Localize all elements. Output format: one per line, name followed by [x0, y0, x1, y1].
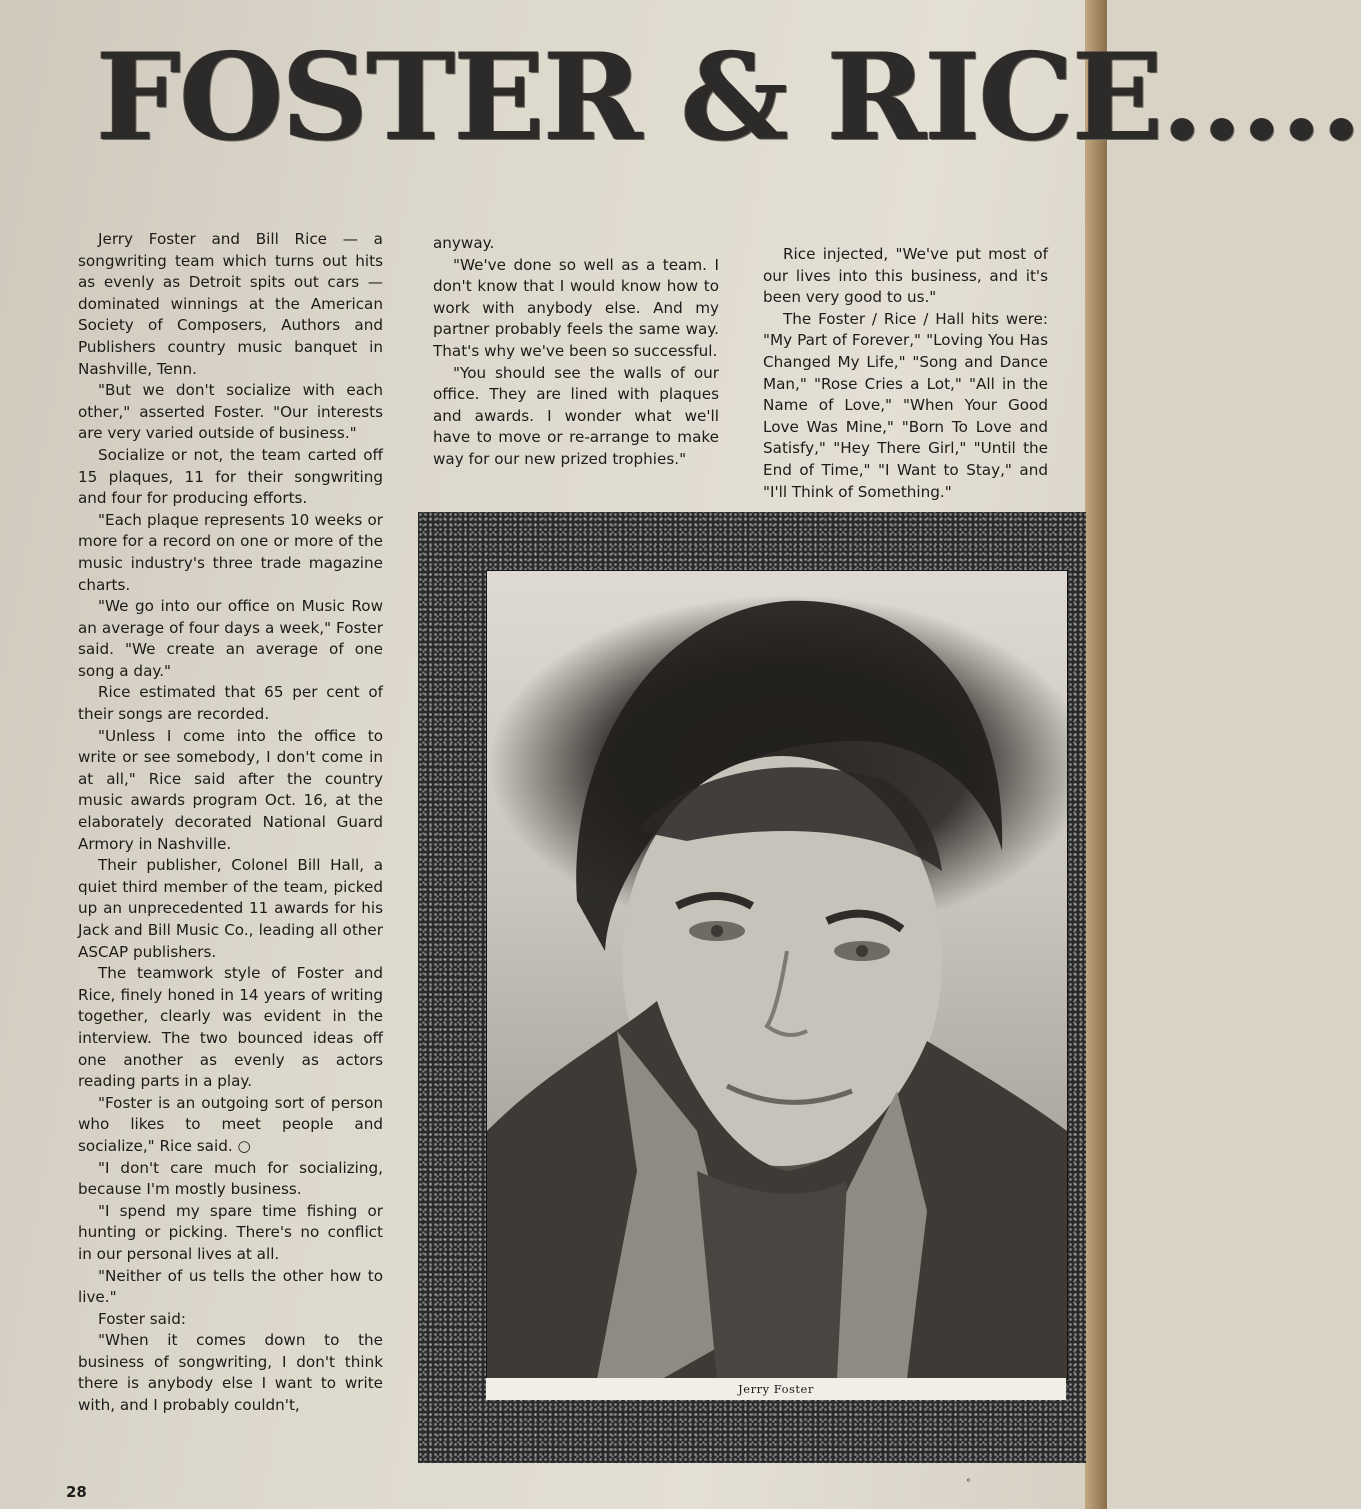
article-column-1 [78, 229, 383, 1417]
paragraph: "Neither of us tells the other how to live." [78, 1266, 383, 1307]
paragraph: "Foster is an outgoing sort of person who likes to meet people and socialize," Rice said. ○ [78, 1093, 383, 1155]
page-number: 28 [66, 1483, 87, 1501]
paragraph: Rice injected, "We've put most of our lives into this business, and it's been very good to us." [763, 245, 1048, 307]
article-column-2 [433, 233, 719, 471]
article-column-3 [763, 244, 1048, 503]
portrait-photo [486, 570, 1068, 1380]
paragraph: "When it comes down to the business of songwriting, I don't think there is anybody else I want to write with, and I probably couldn't, [78, 1331, 383, 1415]
paragraph: The teamwork style of Foster and Rice, finely honed in 14 years of writing together, clearly was evident in the interview. The two bounced ideas off one another as evenly as actors reading parts in a play. [78, 964, 383, 1091]
paragraph: Their publisher, Colonel Bill Hall, a quiet third member of the team, picked up an unprecedented 11 awards for his Jack and Bill Music Co., leading all other ASCAP publishers. [78, 856, 383, 961]
paragraph: "Unless I come into the office to write or see somebody, I don't come in at all," Rice said after the country music awards program Oct. 16, at the elaborately decorated National Guard Armory in Nashville. [78, 726, 383, 853]
paragraph: Socialize or not, the team carted off 15 plaques, 11 for their songwriting and four for producing efforts. [78, 445, 383, 508]
paragraph: "But we don't socialize with each other," asserted Foster. "Our interests are very varied outside of business." [78, 381, 383, 443]
paragraph: Foster said: [98, 1309, 186, 1328]
paragraph: "Each plaque represents 10 weeks or more for a record on one or more of the music industry's three trade magazine charts. [78, 510, 383, 594]
print-mark: ° [966, 1478, 971, 1489]
paragraph: The Foster / Rice / Hall hits were: "My Part of Forever," "Loving You Has Changed My Life," "Song and Dance Man," "Rose Cries a Lot," "All in the Name of Love," "When Your Good Love Was Mine," "Born To Love and Satisfy," "Hey There Girl," "Until the End of Time," "I Want to Stay," and "I'll Think of Something." [763, 309, 1048, 501]
portrait-illustration [487, 571, 1067, 1379]
headline: FOSTER & RICE..... [96, 27, 1361, 168]
paragraph: "I spend my spare time fishing or hunting or picking. There's no conflict in our personal lives at all. [78, 1201, 383, 1263]
paragraph: Jerry Foster and Bill Rice — a songwriting team which turns out hits as evenly as Detroit spits out cars — dominated winnings at the American Society of Composers, Authors and Publishers country music banquet in Nashville, Tenn. [78, 230, 383, 378]
paragraph: "We've done so well as a team. I don't know that I would know how to work with anybody else. And my partner probably feels the same way. That's why we've been so successful. [433, 255, 719, 360]
paragraph: "I don't care much for socializing, because I'm mostly business. [78, 1158, 383, 1199]
page-edge [1085, 0, 1107, 1509]
paragraph: anyway. [433, 234, 495, 252]
paragraph: "We go into our office on Music Row an average of four days a week," Foster said. "We create an average of one song a day." [78, 597, 383, 680]
paragraph: "You should see the walls of our office. They are lined with plaques and awards. I wonder what we'll have to move or re-arrange to make way for our new prized trophies." [433, 363, 719, 468]
photo-caption: Jerry Foster [738, 1382, 814, 1396]
paragraph: Rice estimated that 65 per cent of their songs are recorded. [78, 683, 383, 724]
